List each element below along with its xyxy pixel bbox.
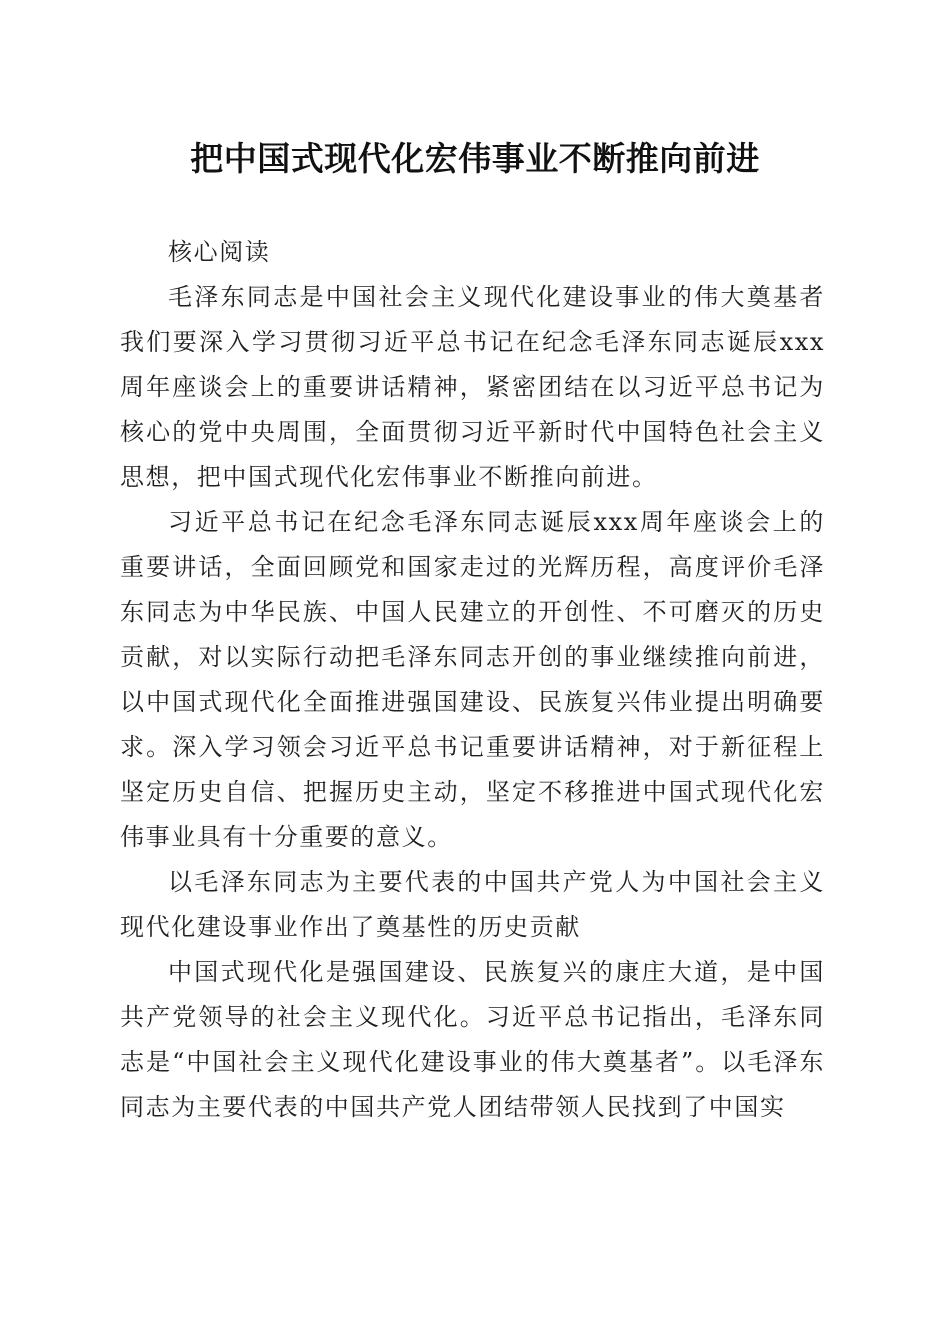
paragraph: 中国式现代化是强国建设、民族复兴的康庄大道，是中国共产党领导的社会主义现代化。习近平总书记指出，毛泽东同志是“中国社会主义现代化建设事业的伟大奠基者”。以毛泽东同志为主要代表的中国共产党人团结带领人民找到了中国实 (120, 958, 825, 1121)
paragraph-core-reading: 核心阅读 (168, 238, 271, 266)
paragraph: 习近平总书记在纪念毛泽东同志诞辰xxx周年座谈会上的重要讲话，全面回顾党和国家走过的光辉历程，高度评价毛泽东同志为中华民族、中国人民建立的开创性、不可磨灭的历史贡献，对以实际行动把毛泽东同志开创的事业继续推向前进，以中国式现代化全面推进强国建设、民族复兴伟业提出明确要求。深入学习领会习近平总书记重要讲话精神，对于新征程上坚定历史自信、把握历史主动，坚定不移推进中国式现代化宏伟事业具有十分重要的意义。 (120, 508, 825, 851)
paragraph-subheading: 以毛泽东同志为主要代表的中国共产党人为中国社会主义现代化建设事业作出了奠基性的历史贡献 (120, 868, 825, 941)
document-title: 把中国式现代化宏伟事业不断推向前进 (190, 139, 760, 178)
paragraph: 毛泽东同志是中国社会主义现代化建设事业的伟大奠基者我们要深入学习贯彻习近平总书记在纪念毛泽东同志诞辰xxx周年座谈会上的重要讲话精神，紧密团结在以习近平总书记为核心的党中央周围，全面贯彻习近平新时代中国特色社会主义思想，把中国式现代化宏伟事业不断推向前进。 (120, 283, 825, 491)
document-body (120, 230, 825, 1130)
